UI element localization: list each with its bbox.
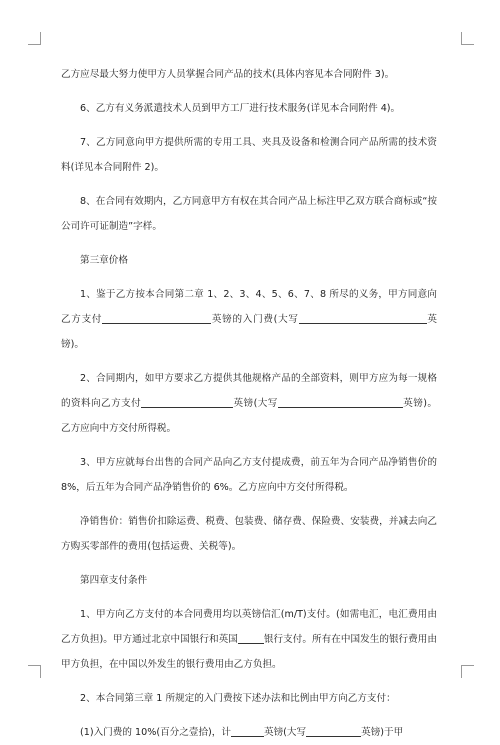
paragraph-price-3: 3、甲方应就每台出售的合同产品向乙方支付提成费，前五年为合同产品净销售价的 8%，后五年为合同产品净销售价的 6%。乙方应向中方交付所得税。 — [61, 457, 437, 493]
text-segment: 1、甲方向乙方支付的本合同费用均以英镑信汇(m/T)支付。(如需电汇，电汇费用由乙方负担)。甲方通过北京中国银行和英国 — [61, 609, 437, 645]
paragraph-technology-mastery: 乙方应尽最大努力使甲方人员掌握合同产品的技术(具体内容见本合同附件 3)。 — [61, 69, 395, 80]
fill-blank — [299, 312, 427, 324]
paragraph-payment-2-1 — [61, 720, 437, 745]
crop-mark-bottom-left — [28, 665, 41, 678]
text-segment: 镑)。乙方应向中方交付所得税。 — [61, 398, 437, 434]
chapter-4-heading: 第四章支付条件 — [80, 575, 148, 586]
paragraph-item-6: 6、乙方有义务派遣技术人员到甲方工厂进行技术服务(详见本合同附件 4)。 — [80, 103, 401, 114]
crop-mark-bottom-right — [461, 665, 474, 678]
document-body — [61, 62, 437, 745]
fill-blank — [278, 396, 403, 408]
crop-mark-top-right — [461, 32, 474, 45]
text-segment: 英镑(大写 — [263, 727, 307, 738]
text-segment: 英镑(大写 — [233, 398, 278, 409]
text-segment: 银行支付。所有在中国发生的银行费用由甲方负担，在中国以外发生的银行费用由乙方负担。 — [61, 634, 438, 670]
text-segment: 英镑)于甲 — [361, 727, 404, 738]
fill-blank — [231, 725, 264, 737]
paragraph-item-8: 8、在合同有效期内，乙方同意甲方有权在其合同产品上标注甲乙双方联合商标或“按公司许可证制造”字样。 — [61, 196, 437, 232]
text-segment: 2、合同期内，如甲方要求乙方提供其他规格产品的全部资料，则甲方应为每一规格的资料向乙方支付 — [61, 373, 437, 409]
fill-blank — [102, 312, 211, 324]
paragraph-price-2 — [61, 366, 437, 441]
fill-blank — [306, 725, 361, 737]
fill-blank — [141, 396, 233, 408]
text-segment: 1、鉴于乙方按本合同第二章 1、2、3、4、5、6、7、8 所尽的义务，甲方同意向乙方支付 — [61, 289, 437, 325]
fill-blank — [238, 632, 264, 644]
text-segment: 英镑)。 — [61, 314, 437, 350]
paragraph-price-1 — [61, 282, 437, 357]
paragraph-payment-1 — [61, 602, 437, 677]
text-segment: 英镑的入门费(大写 — [211, 314, 299, 325]
paragraph-payment-2: 2、本合同第三章 1 所规定的入门费按下述办法和比例由甲方向乙方支付： — [80, 693, 396, 704]
paragraph-net-sales-price: 净销售价：销售价扣除运费、税费、包装费、储存费、保险费、安装费，并减去向乙方购买零部件的费用(包括运费、关税等)。 — [61, 516, 437, 552]
text-segment: (1)入门费的 10%(百分之壹拾)，计 — [80, 727, 231, 738]
paragraph-item-7: 7、乙方同意向甲方提供所需的专用工具、夹具及设备和检测合同产品所需的技术资料(详见本合同附件 2)。 — [61, 137, 437, 173]
chapter-3-heading: 第三章价格 — [80, 255, 128, 266]
text-segment: 英 — [402, 398, 414, 409]
crop-mark-top-left — [28, 32, 41, 45]
